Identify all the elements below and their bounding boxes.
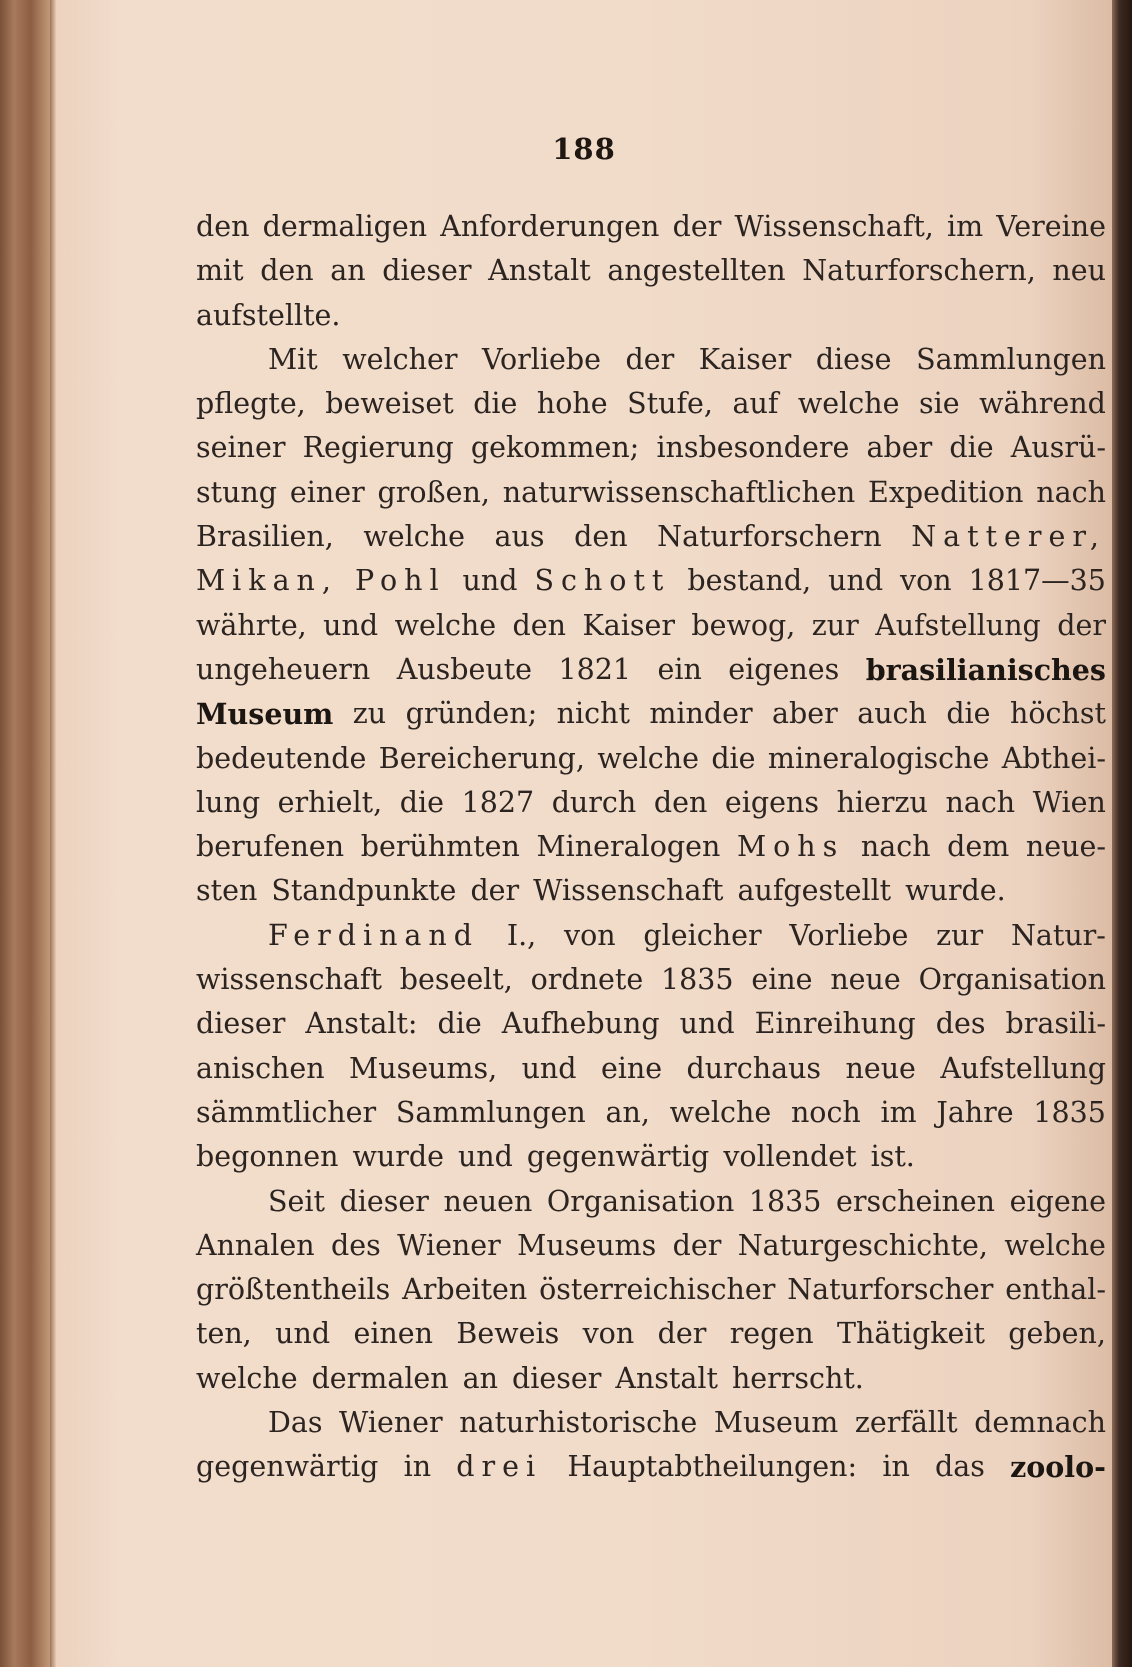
word: bestand, bbox=[687, 564, 812, 598]
word: Anstalt: bbox=[305, 1007, 418, 1041]
word: im bbox=[947, 210, 984, 243]
word: an, bbox=[605, 1095, 650, 1129]
word: ten, bbox=[196, 1317, 252, 1351]
text-line bbox=[196, 1047, 1106, 1091]
text-line bbox=[196, 249, 1106, 293]
word: Ausbeute bbox=[396, 652, 533, 686]
word: eigenes bbox=[728, 652, 840, 686]
word: an bbox=[330, 254, 366, 288]
word: gekommen; bbox=[470, 431, 640, 465]
word: Organisation bbox=[546, 1184, 735, 1218]
book-page bbox=[56, 0, 1112, 1667]
word: an bbox=[462, 1361, 499, 1395]
word: der bbox=[672, 1228, 722, 1262]
word: Mineralogen bbox=[536, 830, 721, 864]
word: und bbox=[462, 564, 518, 598]
word: 1835 bbox=[661, 963, 734, 997]
text-line bbox=[196, 205, 1106, 249]
word: 1835 bbox=[748, 1184, 822, 1218]
word: und bbox=[828, 564, 884, 598]
word: welche bbox=[363, 520, 465, 554]
word: der bbox=[1057, 608, 1106, 642]
word: aufstellte. bbox=[196, 298, 341, 332]
word: Stufe, bbox=[627, 387, 713, 421]
word: Jahre bbox=[936, 1095, 1014, 1129]
word: welche bbox=[797, 387, 900, 421]
word: dieser bbox=[339, 1184, 429, 1218]
word: Anstalt bbox=[488, 254, 591, 288]
word: Aufhebung bbox=[501, 1007, 660, 1041]
word: Aufstellung bbox=[875, 608, 1041, 642]
word: vollendet bbox=[723, 1140, 857, 1174]
word: ordnete bbox=[530, 963, 644, 997]
word: sten bbox=[196, 874, 258, 908]
text-line bbox=[196, 648, 1106, 692]
word: und bbox=[457, 1140, 513, 1174]
word: die bbox=[949, 431, 994, 465]
word: 1821 bbox=[558, 652, 632, 686]
word: den bbox=[653, 785, 708, 819]
word: aufgestellt bbox=[737, 874, 892, 908]
word: in bbox=[882, 1450, 910, 1484]
word: Museum bbox=[713, 1406, 839, 1440]
word: minder bbox=[649, 697, 753, 731]
word: von bbox=[564, 918, 616, 952]
word: erscheinen bbox=[836, 1184, 996, 1218]
text-line bbox=[196, 1357, 1106, 1401]
word: Bereicherung, bbox=[378, 741, 585, 775]
word: ist. bbox=[870, 1140, 915, 1174]
word: Schott bbox=[534, 564, 671, 598]
word: des bbox=[331, 1228, 381, 1262]
word: Vorliebe bbox=[789, 918, 909, 952]
word: welche bbox=[196, 1361, 298, 1395]
word: Beweis bbox=[456, 1317, 560, 1351]
book-spine-edge bbox=[0, 0, 56, 1667]
word: und bbox=[275, 1317, 331, 1351]
word: diese bbox=[815, 342, 892, 376]
word: wurde bbox=[352, 1140, 444, 1174]
word: Sammlungen bbox=[395, 1095, 586, 1129]
word: hohe bbox=[536, 387, 608, 421]
word: zur bbox=[811, 608, 859, 642]
word: welche bbox=[669, 1095, 772, 1129]
text-line bbox=[196, 1268, 1106, 1312]
word: Anforderungen bbox=[440, 210, 660, 243]
text-line bbox=[196, 1135, 1106, 1179]
word: zoolo- bbox=[1010, 1450, 1106, 1485]
word: Natur- bbox=[1010, 918, 1106, 952]
word: Kaiser bbox=[582, 608, 675, 642]
word: naturhistorische bbox=[459, 1406, 698, 1440]
word: die bbox=[946, 697, 991, 731]
text-line bbox=[196, 604, 1106, 648]
word: Museums, bbox=[349, 1051, 498, 1085]
word: Naturforschern, bbox=[802, 254, 1036, 288]
word: Einreihung bbox=[754, 1007, 916, 1041]
text-line bbox=[196, 869, 1106, 913]
word: dem bbox=[947, 830, 1010, 864]
word: Abthei- bbox=[1001, 741, 1106, 775]
word: welcher bbox=[342, 342, 458, 376]
text-line bbox=[196, 1224, 1106, 1268]
word: im bbox=[880, 1095, 917, 1129]
word: seiner bbox=[196, 431, 286, 465]
book-gutter-shadow bbox=[1112, 0, 1132, 1667]
word: sie bbox=[918, 387, 960, 421]
word: beseelt, bbox=[399, 963, 513, 997]
word: Natterer, bbox=[911, 520, 1106, 554]
word: der bbox=[625, 342, 675, 376]
word: und bbox=[679, 1007, 735, 1041]
word: den bbox=[260, 254, 314, 288]
text-line bbox=[196, 914, 1106, 958]
word: Das bbox=[268, 1406, 323, 1440]
word: dieser bbox=[512, 1361, 602, 1395]
word: drei bbox=[456, 1450, 543, 1484]
text-line bbox=[196, 515, 1106, 559]
word: durchaus bbox=[686, 1051, 822, 1085]
word: den bbox=[196, 210, 250, 243]
text-line bbox=[196, 426, 1106, 470]
word: insbesondere bbox=[656, 431, 850, 465]
word: dermaligen bbox=[262, 210, 428, 243]
word: gegenwärtig bbox=[526, 1140, 710, 1174]
word: Vereine bbox=[996, 210, 1106, 243]
word: Vorliebe bbox=[482, 342, 601, 376]
word: Kaiser bbox=[698, 342, 792, 376]
word: demnach bbox=[974, 1406, 1106, 1440]
word: Naturforschern bbox=[657, 520, 882, 554]
word: Pohl bbox=[354, 564, 446, 598]
word: Wissenschaft, bbox=[734, 210, 934, 243]
text-line bbox=[196, 382, 1106, 426]
word: gleicher bbox=[643, 918, 762, 952]
word: der bbox=[672, 210, 722, 243]
word: neue bbox=[830, 963, 901, 997]
word: 1817—35 bbox=[968, 564, 1106, 598]
word: zerfällt bbox=[854, 1406, 958, 1440]
word: welche bbox=[597, 741, 699, 775]
word: von bbox=[900, 564, 952, 598]
word: währte, bbox=[196, 608, 307, 642]
word: zu bbox=[352, 697, 387, 731]
word: Wissenschaft bbox=[533, 874, 724, 908]
word: österreichischer bbox=[539, 1273, 776, 1307]
word: neuen bbox=[443, 1184, 533, 1218]
word: mineralogische bbox=[767, 741, 990, 775]
word: auf bbox=[732, 387, 779, 421]
word: Mikan, bbox=[196, 564, 338, 598]
word: einen bbox=[353, 1317, 434, 1351]
text-line bbox=[196, 1180, 1106, 1224]
word: regen bbox=[729, 1317, 814, 1351]
word: Mohs bbox=[736, 830, 845, 864]
word: nach bbox=[1036, 475, 1106, 509]
word: Sammlungen bbox=[916, 342, 1106, 376]
word: dermalen bbox=[311, 1361, 449, 1395]
word: eine bbox=[600, 1051, 663, 1085]
word: die bbox=[437, 1007, 482, 1041]
text-line bbox=[196, 338, 1106, 382]
word: hierzu bbox=[836, 785, 928, 819]
word: Wiener bbox=[397, 1228, 501, 1262]
word: die bbox=[711, 741, 756, 775]
word: begonnen bbox=[196, 1140, 339, 1174]
word: Annalen bbox=[196, 1228, 315, 1262]
word: die bbox=[399, 785, 444, 819]
word: den bbox=[574, 520, 628, 554]
word: erhielt, bbox=[277, 785, 383, 819]
word: großen, bbox=[377, 475, 490, 509]
word: welche bbox=[394, 608, 497, 642]
word: durch bbox=[551, 785, 637, 819]
word: lung bbox=[196, 785, 261, 819]
word: nach bbox=[860, 830, 931, 864]
word: dieser bbox=[382, 254, 472, 288]
word: bedeutende bbox=[196, 741, 367, 775]
word: neue- bbox=[1025, 830, 1106, 864]
text-line bbox=[196, 781, 1106, 825]
word: angestellten bbox=[607, 254, 786, 288]
word: Seit bbox=[268, 1184, 325, 1218]
body-text bbox=[196, 205, 1106, 1490]
word: Arbeiten bbox=[402, 1273, 528, 1307]
text-line bbox=[196, 1312, 1106, 1356]
word: wurde. bbox=[905, 874, 1006, 908]
word: beweiset bbox=[325, 387, 454, 421]
word: geben, bbox=[1008, 1317, 1106, 1351]
text-line bbox=[196, 294, 1106, 338]
word: Standpunkte bbox=[271, 874, 457, 908]
word: Hauptabtheilungen: bbox=[567, 1450, 858, 1484]
word: Aufstellung bbox=[940, 1051, 1106, 1085]
word: aus bbox=[494, 520, 545, 554]
word: brasilianisches bbox=[865, 652, 1106, 687]
word: pflegte, bbox=[196, 387, 306, 421]
word: gegenwärtig bbox=[196, 1450, 379, 1484]
word: berühmten bbox=[360, 830, 520, 864]
word: neu bbox=[1052, 254, 1106, 288]
word: der bbox=[470, 874, 520, 908]
word: eigene bbox=[1009, 1184, 1106, 1218]
word: noch bbox=[790, 1095, 861, 1129]
word: I., bbox=[506, 918, 537, 952]
word: ungeheuern bbox=[196, 652, 371, 686]
word: der bbox=[657, 1317, 707, 1351]
word: Ausrü- bbox=[1010, 431, 1106, 465]
text-line bbox=[196, 1002, 1106, 1046]
word: gründen; bbox=[405, 697, 538, 731]
word: naturwissenschaftlichen bbox=[502, 475, 856, 509]
word: in bbox=[403, 1450, 432, 1484]
word: Brasilien, bbox=[196, 520, 334, 554]
word: dieser bbox=[196, 1007, 286, 1041]
text-line bbox=[196, 559, 1106, 603]
word: brasili- bbox=[1005, 1007, 1106, 1041]
text-line bbox=[196, 1445, 1106, 1489]
word: wissenschaft bbox=[196, 963, 382, 997]
word: Mit bbox=[268, 342, 318, 376]
page-number: 188 bbox=[552, 132, 616, 166]
word: Museum bbox=[196, 697, 334, 732]
word: ein bbox=[657, 652, 702, 686]
word: enthal- bbox=[1005, 1273, 1106, 1307]
text-line bbox=[196, 737, 1106, 781]
word: aber bbox=[866, 431, 933, 465]
word: Anstalt bbox=[615, 1361, 718, 1395]
word: einer bbox=[289, 475, 365, 509]
word: berufenen bbox=[196, 830, 345, 864]
word: von bbox=[582, 1317, 635, 1351]
word: Organisation bbox=[918, 963, 1106, 997]
word: das bbox=[935, 1450, 985, 1484]
word: zur bbox=[936, 918, 984, 952]
word: Ferdinand bbox=[268, 918, 480, 952]
word: Wiener bbox=[339, 1406, 443, 1440]
word: den bbox=[512, 608, 567, 642]
word: bewog, bbox=[691, 608, 796, 642]
word: nicht bbox=[556, 697, 630, 731]
word: Museums bbox=[517, 1228, 657, 1262]
word: auch bbox=[857, 697, 927, 731]
text-line bbox=[196, 825, 1106, 869]
text-line bbox=[196, 1091, 1106, 1135]
word: neue bbox=[845, 1051, 916, 1085]
word: Naturgeschichte, bbox=[737, 1228, 988, 1262]
word: herrscht. bbox=[731, 1361, 864, 1395]
text-line bbox=[196, 471, 1106, 515]
text-line bbox=[196, 1401, 1106, 1445]
word: eine bbox=[751, 963, 813, 997]
word: und bbox=[521, 1051, 577, 1085]
word: Naturforscher bbox=[787, 1273, 994, 1307]
word: während bbox=[979, 387, 1106, 421]
word: sämmtlicher bbox=[196, 1095, 377, 1129]
word: Expedition bbox=[868, 475, 1024, 509]
word: welche bbox=[1004, 1228, 1106, 1262]
word: eigens bbox=[724, 785, 819, 819]
word: aber bbox=[772, 697, 838, 731]
word: 1827 bbox=[461, 785, 535, 819]
word: stung bbox=[196, 475, 278, 509]
word: 1835 bbox=[1033, 1095, 1106, 1129]
word: die bbox=[473, 387, 518, 421]
word: größtentheils bbox=[196, 1273, 391, 1307]
text-line bbox=[196, 958, 1106, 1002]
word: nach bbox=[945, 785, 1016, 819]
word: höchst bbox=[1009, 697, 1106, 731]
word: des bbox=[935, 1007, 986, 1041]
text-line bbox=[196, 692, 1106, 736]
word: Regierung bbox=[302, 431, 454, 465]
word: anischen bbox=[196, 1051, 325, 1085]
word: mit bbox=[196, 254, 244, 288]
word: und bbox=[323, 608, 379, 642]
word: Thätigkeit bbox=[837, 1317, 985, 1351]
word: Wien bbox=[1032, 785, 1106, 819]
